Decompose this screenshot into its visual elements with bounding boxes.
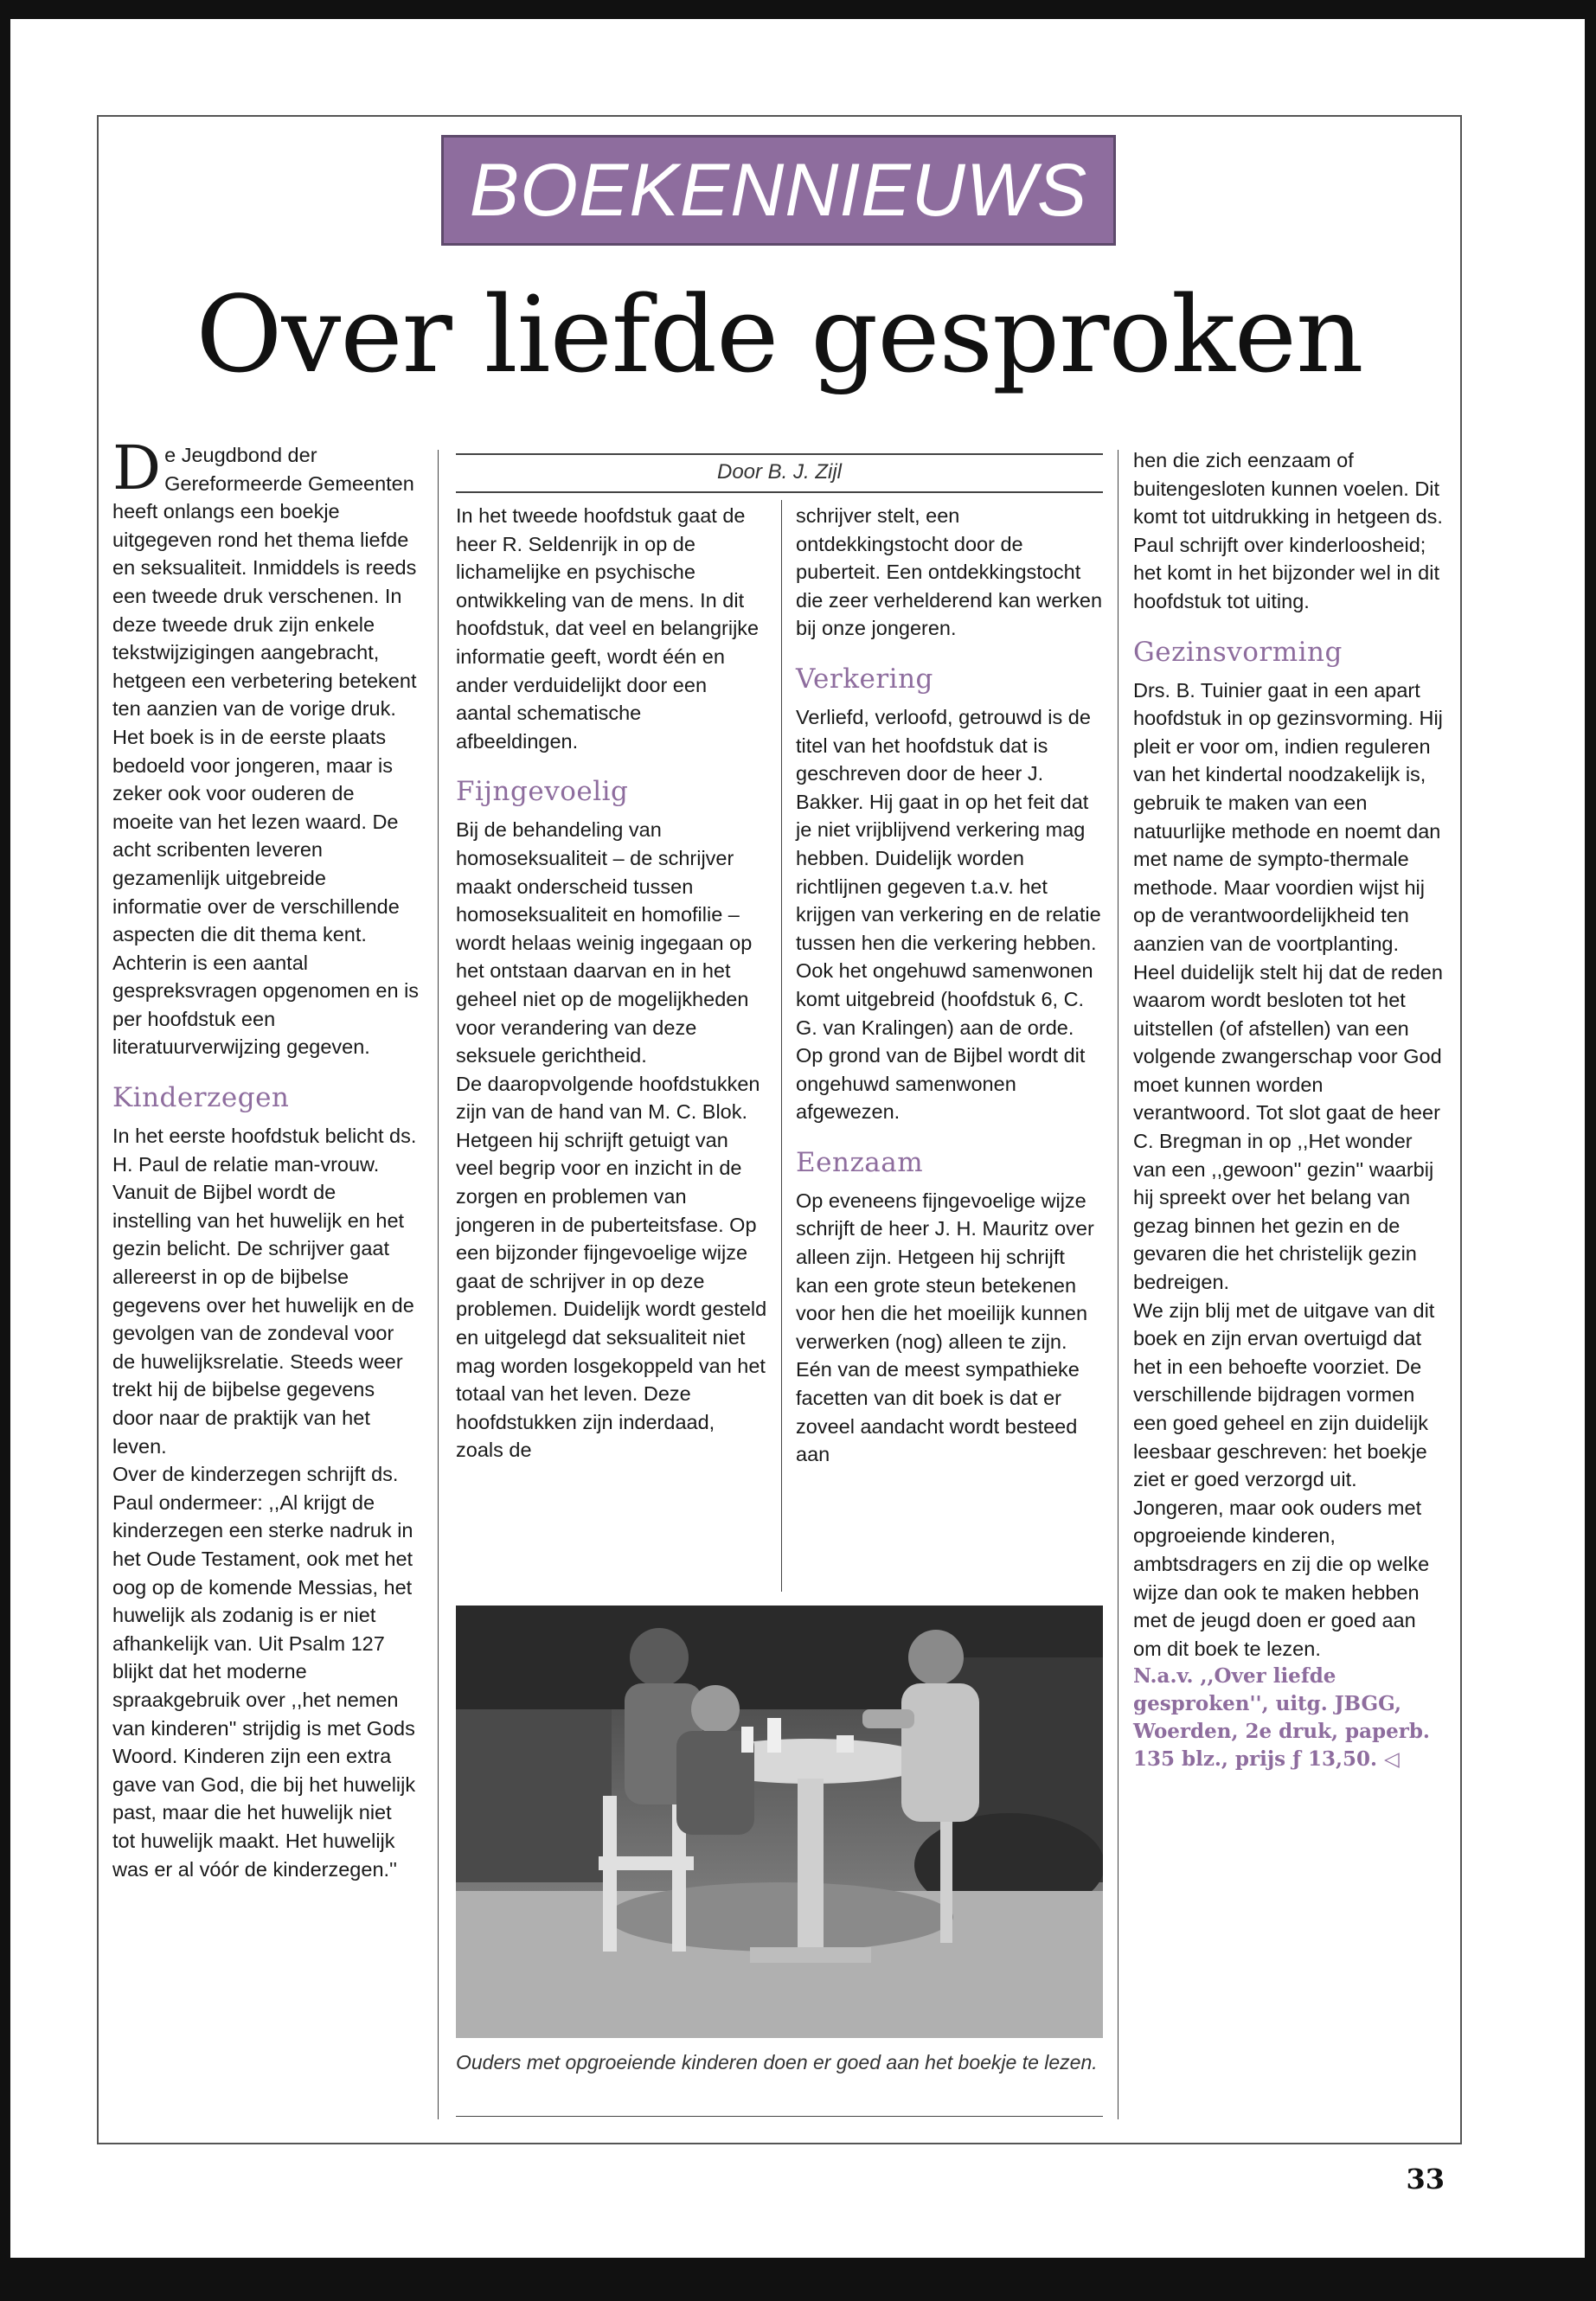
- paragraph: hen die zich eenzaam of buitengesloten kunnen voelen. Dit komt tot uitdrukking in hetgeen ds. Paul schrijft over kinderloosheid; het komt in het bijzonder wel in dit hoofdstuk tot uiting.: [1133, 449, 1443, 612]
- paragraph: Op eveneens fijngevoelige wijze schrijft de heer J. H. Mauritz over alleen zijn. Hetgeen hij schrijft kan een grote steun betekenen voor hen die het moeilijk kunnen verwerken (nog) alleen te zijn. Eén van de meest sympathieke facetten van dit boek is dat er zoveel aandacht wordt besteed aan: [796, 1189, 1094, 1466]
- family-photo: [456, 1606, 1103, 2038]
- paragraph: De daaropvolgende hoofdstukken zijn van de hand van M. C. Blok. Hetgeen hij schrijft getuigt van veel begrip voor en inzicht in de zorgen en problemen van jongeren in de puberteitsfase. Op een bijzonder fijngevoelige wijze gaat de schrijver in op deze problemen. Duidelijk wordt gesteld en uitgelegd dat seksualiteit niet mag worden losgekoppeld van het totaal van het leven. Deze hoofdstukken zijn inderdaad, zoals de: [456, 1072, 767, 1462]
- column-4: [1133, 446, 1445, 1773]
- drop-cap: D: [112, 433, 162, 503]
- column-rule: [781, 500, 782, 1592]
- rubric-label: BOEKENNIEUWS: [469, 149, 1088, 232]
- caption-rule: [456, 2116, 1103, 2117]
- byline-rule-top: [456, 453, 1103, 455]
- subheading-fijngevoelig: Fijngevoelig: [456, 776, 629, 808]
- paragraph: Verliefd, verloofd, getrouwd is de titel van het hoofdstuk dat is geschreven door de heer J. Bakker. Hij gaat in op het feit dat je niet vrijblijvend verkering mag hebben. Duidelijk worden richtlijnen gegeven t.a.v. het krijgen van verkering en de relatie tussen hen die verkering hebben. Ook het ongehuwd samenwonen komt uitgebreid (hoofdstuk 6, C. G. van Kralingen) aan de orde. Op grond van de Bijbel wordt dit ongehuwd samenwonen afgewezen.: [796, 705, 1101, 1124]
- photo-caption: Ouders met opgroeiende kinderen doen er goed aan het boekje te lezen.: [456, 2051, 1098, 2073]
- paragraph: Drs. B. Tuinier gaat in een apart hoofdstuk in op gezinsvorming. Hij pleit er voor om, indien reguleren van het kindertal noodzakelijk is, gebruik te maken van een natuurlijke methode en noemt dan met name de sympto-thermale methode. Maar voordien wijst hij op de verantwoordelijkheid ten aanzien van de voortplanting.: [1133, 678, 1443, 955]
- column-rule: [438, 450, 439, 2119]
- article-headline: Over liefde gesproken: [195, 273, 1363, 396]
- paragraph: In het tweede hoofdstuk gaat de heer R. Seldenrijk in op de lichamelijke en psychische ontwikkeling van de mens. In dit hoofdstuk, dat veel en belangrijke informatie geeft, wordt één en ander verduidelijkt door een aantal schematische afbeeldingen.: [456, 504, 760, 753]
- scan-border-right: [1585, 0, 1596, 2301]
- paragraph: Heel duidelijk stelt hij dat de reden waarom wordt besloten tot het uitstellen (of afstellen) van een volgende zwangerschap voor God moet kunnen worden verantwoord. Tot slot gaat de heer C. Bregman in op ,,Het wonder van een ,,gewoon'' gezin'' waarbij hij spreekt over het belang van gezag binnen het gezin en de gevaren die het christelijk gezin bedreigen.: [1133, 960, 1443, 1294]
- section-rubric: [441, 135, 1116, 246]
- scan-border-top: [0, 0, 1596, 19]
- book-reference-text: N.a.v. ,,Over liefde gesproken'', uitg. JBGG, Woerden, 2e druk, paperb. 135 blz., prijs ƒ 13,50.: [1133, 1664, 1430, 1772]
- book-reference: [1133, 1663, 1445, 1773]
- family-photo-illustration: [456, 1606, 1103, 2038]
- end-mark-icon: ◁: [1384, 1747, 1400, 1772]
- subheading-eenzaam: Eenzaam: [796, 1146, 924, 1178]
- paragraph: In het eerste hoofdstuk belicht ds. H. Paul de relatie man-vrouw. Vanuit de Bijbel wordt de instelling van het huwelijk en het gezin belicht. De schrijver gaat allereerst in op de bijbelse gegevens over het huwelijk en de gevolgen van de zondeval voor de huwelijksrelatie. Steeds weer trekt hij de bijbelse gegevens door naar de praktijk van het leven.: [112, 1125, 417, 1458]
- column-2: [456, 502, 767, 1465]
- paragraph: schrijver stelt, een ontdekkingstocht door de puberteit. Een ontdekkingstocht die zeer verhelderend kan werken bij onze jongeren.: [796, 504, 1103, 640]
- subheading-verkering: Verkering: [796, 663, 933, 695]
- intro-paragraph: [112, 433, 420, 723]
- scan-border-left: [0, 0, 10, 2301]
- paragraph: Bij de behandeling van homoseksualiteit – de schrijver maakt onderscheid tussen homoseksualiteit en homofilie – wordt helaas weinig ingegaan op het ontstaan daarvan en in het geheel niet op de mogelijkheden voor verandering van deze seksuele gerichtheid.: [456, 818, 753, 1067]
- column-1: [112, 433, 420, 1883]
- scan-border-bottom: [0, 2258, 1596, 2301]
- paragraph: We zijn blij met de uitgave van dit boek en zijn ervan overtuigd dat het in een behoefte voorziet. De verschillende bijdragen vormen een goed geheel en zijn duidelijk leesbaar geschreven: het boekje ziet er goed verzorgd uit. Jongeren, maar ook ouders met opgroeiende kinderen, ambtsdragers en zij die op welke wijze dan ook te maken hebben met de jeugd doen er goed aan om dit boek te lezen.: [1133, 1298, 1435, 1660]
- intro-text: e Jeugdbond der Gereformeerde Gemeenten heeft onlangs een boekje uitgegeven rond het thema liefde en seksualiteit. Inmiddels is reeds een tweede druk verschenen. In deze tweede druk zijn enkele tekstwijzigingen aangebracht, hetgeen een verbetering betekent ten aanzien van de vorige druk.: [112, 444, 417, 721]
- paragraph: Het boek is in de eerste plaats bedoeld voor jongeren, maar is zeker ook voor ouderen de moeite van het lezen waard. De acht scribenten leveren gezamenlijk uitgebreide informatie over de verschillende aspecten die dit thema kent. Achterin is een aantal gespreksvragen opgenomen en is per hoofdstuk een literatuurverwijzing gegeven.: [112, 725, 420, 1059]
- subheading-gezinsvorming: Gezinsvorming: [1133, 636, 1343, 668]
- page-number: 33: [1406, 2163, 1445, 2195]
- subheading-kinderzegen: Kinderzegen: [112, 1082, 290, 1114]
- byline: Door B. J. Zijl: [716, 460, 843, 484]
- byline-rule-bottom: [456, 491, 1103, 493]
- column-3: [796, 502, 1103, 1469]
- paragraph: Over de kinderzegen schrijft ds. Paul ondermeer: ,,Al krijgt de kinderzegen een sterke nadruk in het Oude Testament, ook met het oog op de komende Messias, het huwelijk als zodanig is er niet afhankelijk van. Uit Psalm 127 blijkt dat het moderne spraakgebruik over ,,het nemen van kinderen'' strijdig is met Gods Woord. Kinderen zijn een extra gave van God, die bij het huwelijk past, maar die het huwelijk niet tot huwelijk maakt. Het huwelijk was er al vóór de kinderzegen.'': [112, 1463, 416, 1881]
